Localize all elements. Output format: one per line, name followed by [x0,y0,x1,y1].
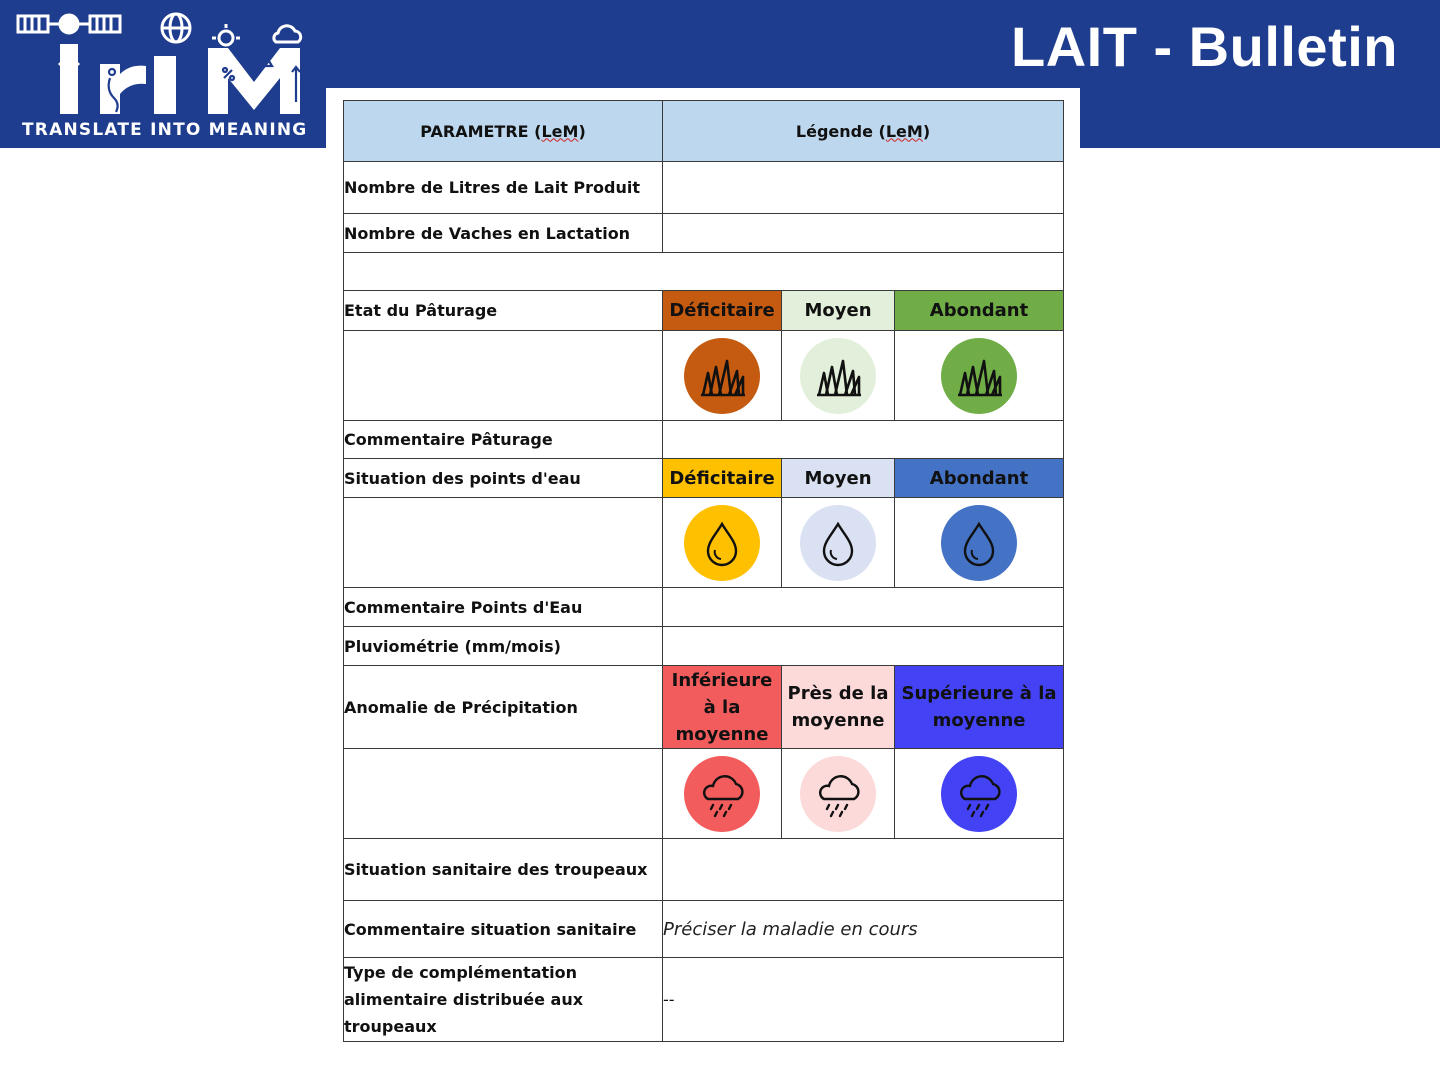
legend-empty [663,839,1064,901]
paturage-icon-cell [663,331,782,421]
icon-row [344,498,1064,588]
anomalie-icon-cell [663,749,782,839]
table-row [344,901,1064,958]
legend-empty [663,627,1064,666]
empty-cell [344,749,663,839]
eau-level-moyen: Moyen [782,459,895,498]
param-complementation: Type de complémentation alimentaire distribuée aux troupeaux [344,958,663,1042]
paturage-level-deficitaire: Déficitaire [663,291,782,331]
anomalie-level-inferieure: Inférieure à la moyenne [663,666,782,749]
param-commentaire-paturage: Commentaire Pâturage [344,421,663,459]
param-pluviometrie: Pluviométrie (mm/mois) [344,627,663,666]
page-title: LAIT - Bulletin [1010,15,1398,78]
icon-row [344,331,1064,421]
table-row [344,459,1064,498]
anomalie-level-pres: Près de la moyenne [782,666,895,749]
eau-level-abondant: Abondant [895,459,1064,498]
param-points-eau: Situation des points d'eau [344,459,663,498]
table-row [344,162,1064,214]
empty-cell [344,498,663,588]
water-drop-icon [683,504,761,582]
eau-icon-cell [782,498,895,588]
lem-abbrev: LeM [885,121,923,141]
table-row [344,291,1064,331]
paturage-icon-cell [782,331,895,421]
param-commentaire-points-eau: Commentaire Points d'Eau [344,588,663,627]
paturage-level-moyen: Moyen [782,291,895,331]
water-drop-icon [799,504,877,582]
table-row [344,421,1064,459]
rain-cloud-icon [940,755,1018,833]
anomalie-level-superieure: Supérieure à la moyenne [895,666,1064,749]
table-row [344,627,1064,666]
anomalie-icon-cell [895,749,1064,839]
param-litres: Nombre de Litres de Lait Produit [344,162,663,214]
table-row [344,214,1064,253]
icon-row [344,749,1064,839]
logo-tagline: TRANSLATE INTO MEANING [22,120,308,140]
trim-logo-graphic [14,8,314,120]
lem-abbrev: LeM [541,121,579,141]
param-anomalie: Anomalie de Précipitation [344,666,663,749]
param-commentaire-sanitaire: Commentaire situation sanitaire [344,901,663,958]
table-row [344,666,1064,749]
legend-empty [663,214,1064,253]
legend-empty [663,588,1064,627]
parameter-legend-table [343,100,1064,1042]
table-header-row [344,101,1064,162]
empty-row [344,253,1064,291]
complementation-value: -- [663,958,1064,1042]
spacer-row [344,253,1064,291]
eau-level-deficitaire: Déficitaire [663,459,782,498]
grass-icon [683,337,761,415]
legend-empty [663,421,1064,459]
grass-icon [799,337,877,415]
param-sanitaire: Situation sanitaire des troupeaux [344,839,663,901]
table-row [344,839,1064,901]
table-row [344,958,1064,1042]
grass-icon [940,337,1018,415]
empty-cell [344,331,663,421]
table-row [344,588,1064,627]
rain-cloud-icon [799,755,877,833]
header-legend: Légende (LeM) [663,101,1064,162]
eau-icon-cell [663,498,782,588]
param-vaches: Nombre de Vaches en Lactation [344,214,663,253]
sanitaire-note: Préciser la maladie en cours [663,901,1064,958]
anomalie-icon-cell [782,749,895,839]
legend-empty [663,162,1064,214]
water-drop-icon [940,504,1018,582]
rain-cloud-icon [683,755,761,833]
param-paturage: Etat du Pâturage [344,291,663,331]
paturage-level-abondant: Abondant [895,291,1064,331]
eau-icon-cell [895,498,1064,588]
paturage-icon-cell [895,331,1064,421]
header-parameter: PARAMETRE (LeM) [344,101,663,162]
